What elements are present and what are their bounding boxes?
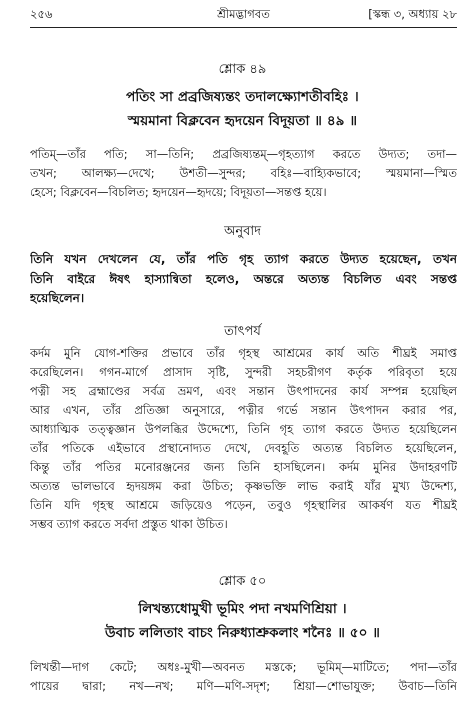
translation-line: তিনি যখন দেখলেন যে, তাঁর পতি গৃহ ত্যাগ করতে উদ্যত হয়েছেন, তখন bbox=[30, 252, 457, 266]
purport-heading: তাৎপর্য bbox=[224, 324, 261, 339]
purport-line: অত্যন্ত ভালভাবে হৃদয়ঙ্গম করা উচিত; কৃষ্ণভক্তি লাভ করাই যাঁর মুখ্য উদ্দেশ্য, bbox=[30, 479, 457, 493]
book-title: শ্রীমদ্ভাগবত bbox=[217, 7, 270, 21]
header-divider bbox=[30, 27, 457, 28]
translation-text bbox=[30, 250, 457, 309]
verse-49-line-2: স্ময়মানা বিক্লবেন হৃদয়েন বিদূয়তা ॥ ৪৯ ॥ bbox=[127, 113, 358, 129]
synonyms-49-line: হেসে; বিক্লবেন—বিচলিত; হৃদয়েন—হৃদয়ে; বিদূয়তা—সন্তপ্ত হয়ে। bbox=[30, 185, 327, 199]
synonyms-50 bbox=[30, 658, 457, 696]
purport-line: করেছিলেন। গগন-মার্গে প্রাসাদ সৃষ্টি, সুন্দরী সহচরীগণ কর্তৃক পরিবৃতা হয়ে bbox=[30, 365, 457, 379]
synonyms-50-line: পায়ের দ্বারা; নখ—নখ; মণি—মণি-সদৃশ; শ্রিয়া—শোভাযুক্ত; উবাচ—তিনি bbox=[30, 679, 457, 693]
translation-heading: অনুবাদ bbox=[224, 224, 261, 239]
translation-line: তিনি বাইরে ঈষৎ হাস্যান্বিতা হলেও, অন্তরে অত্যন্ত বিচলিত এবং সন্তপ্ত bbox=[30, 271, 457, 286]
page-header bbox=[30, 6, 457, 24]
verse-49-line-1: পতিং সা প্রব্রজিষ্যন্তং তদালক্ষ্যোশতীবহিঃ । bbox=[126, 89, 359, 105]
purport-line: আধ্যাত্মিক তত্ত্বজ্ঞান উপলব্ধির উদ্দেশ্যে, তিনি গৃহ ত্যাগ করতে উদ্যত হয়েছিলেন bbox=[30, 422, 457, 436]
page-number: ২৫৬ bbox=[30, 7, 53, 21]
synonyms-50-line: লিখন্তী—দাগ কেটে; অধঃ-মুখী—অবনত মস্তকে; ভূমিম্—মাটিতে; পদা—তাঁর bbox=[30, 660, 457, 674]
verse-50-line-2: উবাচ ললিতাং বাচং নিরুধ্যাশ্রুকলাং শনৈঃ ॥ ৫০ ॥ bbox=[104, 625, 381, 641]
verse-50-label: শ্লোক ৫০ bbox=[218, 574, 267, 589]
synonyms-49-line: পতিম্—তাঁর পতি; সা—তিনি; প্রব্রজিষ্যন্তম্—গৃহত্যাগ করতে উদ্যত; তদা— bbox=[30, 147, 457, 161]
synonyms-49 bbox=[30, 145, 457, 202]
purport-line: কর্দম মুনি যোগ-শক্তির প্রভাবে তাঁর গৃহস্থ আশ্রমের কার্য অতি শীঘ্রই সমাপ্ত bbox=[30, 346, 457, 360]
verse-50-line-1: লিখন্ত্যধোমুখী ভূমিং পদা নখমণিশ্রিয়া । bbox=[138, 601, 347, 617]
purport-line: সম্ভব ত্যাগ করতে সর্বদা প্রস্তুত থাকা উচিত। bbox=[30, 517, 228, 531]
purport-line: তিনি যদি গৃহস্থ আশ্রমে জড়িয়েও পড়েন, তবুও গৃহস্থালির আকর্ষণ যত শীঘ্রই bbox=[30, 498, 457, 512]
verse-49-label: শ্লোক ৪৯ bbox=[218, 62, 267, 77]
purport-line: পত্নী সহ ব্রহ্মাণ্ডের সর্বত্র ভ্রমণ, এবং সন্তান উৎপাদনের কার্য সম্পন্ন হয়েছিল bbox=[30, 384, 457, 398]
purport-text bbox=[30, 344, 457, 534]
purport-line: আর এখন, তাঁর প্রতিজ্ঞা অনুসারে, পত্নীর গর্ভে সন্তান উৎপাদন করার পর, bbox=[30, 403, 457, 417]
purport-line: কিন্তু তাঁর পতির মনোরঞ্জনের জন্য তিনি হাসছিলেন। কর্দম মুনির উদাহরণটি bbox=[30, 460, 457, 474]
synonyms-49-line: তখন; আলক্ষ্য—দেখে; উশতী—সুন্দর; বহিঃ—বাহ্যিকভাবে; স্ময়মানা—স্মিত bbox=[30, 166, 457, 180]
purport-line: তাঁর পতিকে এইভাবে প্রস্থানোদ্যত দেখে, দেবহূতি অত্যন্ত বিচলিত হয়েছিলেন, bbox=[30, 441, 457, 455]
section-reference: [স্কন্ধ ৩, অধ্যায় ২৮ bbox=[368, 7, 457, 21]
translation-line: হয়েছিলেন। bbox=[30, 291, 85, 305]
